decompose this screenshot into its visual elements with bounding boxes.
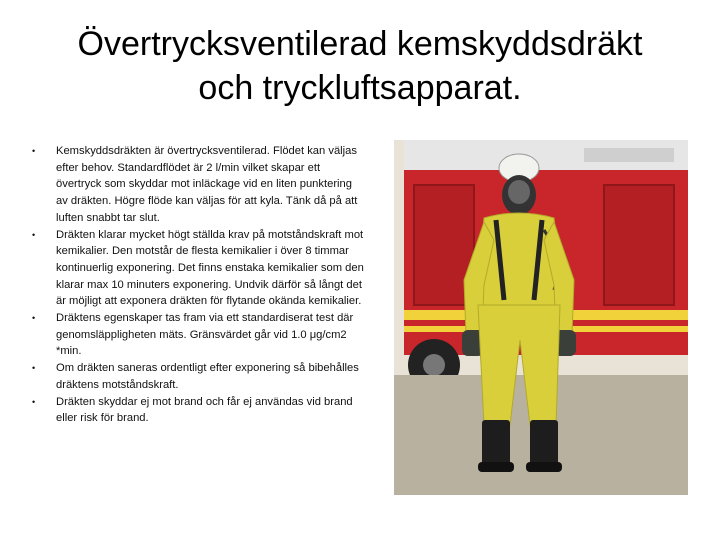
bullet-list [32,143,364,427]
bullet-icon: • [32,363,36,374]
firefighter-in-chemical-suit-illustration [394,140,688,495]
bullet-item: • Dräkten skyddar ej mot brand och får ej användas vid brand eller risk för brand. [32,395,353,425]
slide-title [20,22,700,110]
title-line-2: och tryckluftsapparat. [198,69,522,107]
bullet-item: • Kemskyddsdräkten är övertrycksventilerad. Flödet kan väljas efter behov. Standardflödet är 2 l/min vilket skapar ett övertryck som skyddar mot inläckage vid en liten punktering av dräkten. Högre flöde kan väljas för att kyla. Tänk då på att luften snabbt tar slut. [32,145,358,224]
bullet-item: • Dräktens egenskaper tas fram via ett standardiserat test där genomsläppligheten mäts. Gränsvärdet går vid 1.0 μg/cm2 *min. [32,312,354,358]
bullet-icon: • [32,396,36,407]
title-line-1: Övertrycksventilerad kemskyddsdräkt [77,25,643,63]
suit-photo [394,140,688,495]
bullet-item: • Dräkten klarar mycket högt ställda krav på motståndskraft mot kemikalier. Den motstår de flesta kemikalier i över 8 timmar kontinuerlig exponering. Det finns enstaka kemikalier som den klarar max 10 minuters exponering. Undvik därför så långt det är möjligt att exponera dräkten för flytande okända kemikalier. [32,228,364,308]
bullet-item: • Om dräkten saneras ordentligt efter exponering så bibehålles dräktens motståndskraft. [32,362,359,391]
bullet-icon: • [32,146,36,156]
bullet-icon: • [32,229,36,240]
bullet-icon: • [32,313,36,324]
